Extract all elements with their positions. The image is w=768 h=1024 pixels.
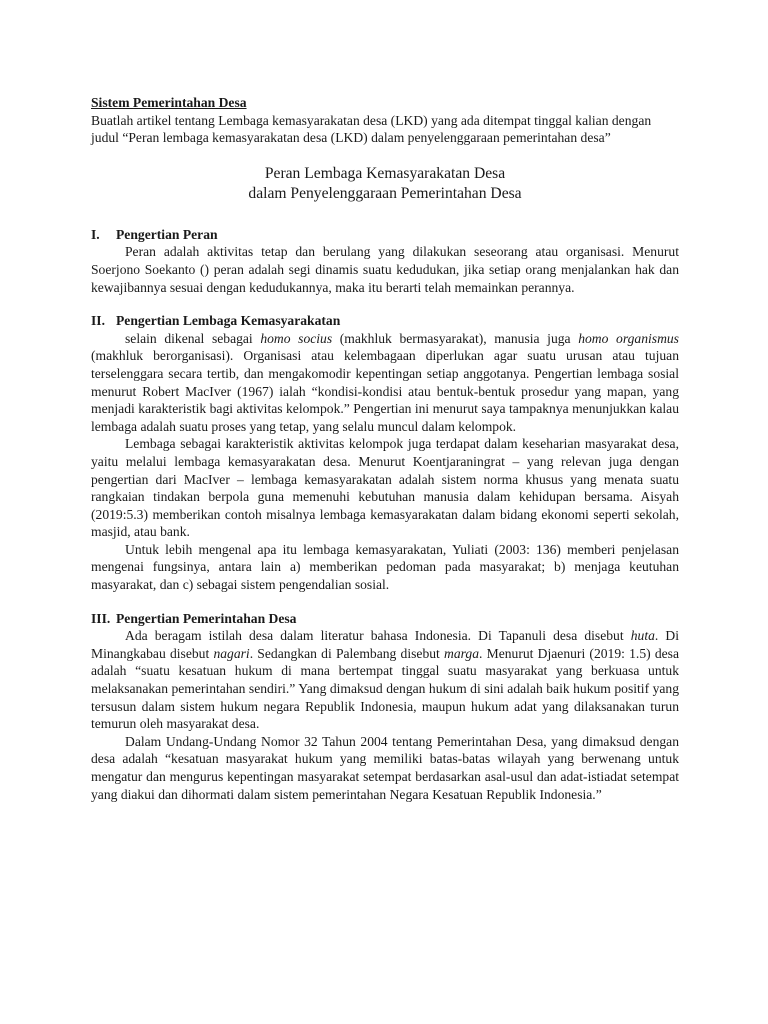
text-run: . Menurut Djaenuri (2019: 1.5) desa adalah “suatu kesatuan hukum di mana bertempat tinggal suatu masyarakat yang berkuasa untuk melaksanakan pemerintahan sendiri.” Yang dimaksud dengan hukum di sini adalah baik hukum positif yang tersusun dalam sistem hukum negara Republik Indonesia, maupun hukum adat yang dilaksanakan turun temurun oleh masyarakat desa. — [91, 645, 680, 732]
section-3-paragraph-1 — [91, 627, 679, 733]
italic-term: marga — [444, 645, 480, 661]
italic-term: homo socius — [260, 330, 333, 346]
section-heading-2 — [91, 312, 679, 330]
section-heading-text: Pengertian Peran — [116, 226, 218, 242]
text-run: . Sedangkan di Palembang disebut — [249, 645, 445, 661]
section-2-paragraph-2: Lembaga sebagai karakteristik aktivitas kelompok juga terdapat dalam keseharian masyarakat desa, yaitu melalui lembaga kemasyarakatan desa. Menurut Koentjaraningrat – yang relevan juga dengan pengertian dari MacIver – lembaga kemasyarakatan adalah sistem norma khusus yang menata suatu rangkaian tindakan berpola guna memenuhi kebutuhan manusia dalam kehidupan bersama. Aisyah (2019:5.3) memberikan contoh misalnya lembaga kemasyarakatan dalam bidang ekonomi seperti sekolah, masjid, atau bank. — [91, 436, 679, 540]
section-2-paragraph-1 — [91, 330, 679, 436]
text-run: Ada beragam istilah desa dalam literatur bahasa Indonesia. Di Tapanuli desa disebut — [125, 628, 631, 644]
document-body — [91, 94, 679, 803]
section-heading-1 — [91, 226, 679, 244]
assignment-instructions: Buatlah artikel tentang Lembaga kemasyarakatan desa (LKD) yang ada ditempat tinggal kalian dengan judul “Peran lembaga kemasyarakatan desa (LKD) dalam penyelenggaraan pemerintahan desa” — [91, 112, 652, 146]
section-heading-text: Pengertian Pemerintahan Desa — [116, 610, 297, 626]
section-number: I. — [91, 226, 100, 242]
section-number: II. — [91, 313, 105, 329]
section-1-paragraph-1: Peran adalah aktivitas tetap dan berulang yang dilakukan seseorang atau organisasi. Menurut Soerjono Soekanto () peran adalah segi dinamis suatu kedudukan, jika setiap orang menjalankan hak dan kewajibannya sesuai dengan kedudukannya, maka itu berarti telah memainkan perannya. — [91, 244, 679, 295]
section-heading-text: Pengertian Lembaga Kemasyarakatan — [116, 313, 341, 329]
text-run: (makhluk bermasyarakat), manusia juga — [332, 330, 579, 346]
italic-term: nagari — [213, 645, 250, 661]
italic-term: huta — [630, 628, 655, 644]
section-2-paragraph-3: Untuk lebih mengenal apa itu lembaga kemasyarakatan, Yuliati (2003: 136) memberi penjelasan mengenai fungsinya, antara lain a) memberikan pedoman pada masyarakat; b) menjaga keutuhan masyarakat, dan c) sebagai sistem pengendalian sosial. — [91, 541, 679, 593]
article-title-line-2: dalam Penyelenggaraan Pemerintahan Desa — [248, 184, 522, 202]
article-title — [91, 164, 679, 204]
article-title-line-1: Peran Lembaga Kemasyarakatan Desa — [264, 164, 506, 182]
text-run: . Di Minangkabau disebut — [91, 628, 680, 661]
section-heading-3 — [91, 610, 679, 628]
section-number: III. — [91, 610, 111, 626]
text-run: (makhluk berorganisasi). Organisasi atau kelembagaan diperlukan agar suatu urusan atau tujuan terselenggara secara tertib, dan mengakomodir kepentingan setiap anggotanya. Pengertian lembaga sosial menurut Robert MacIver (1967) ialah “kondisi-kondisi atau bentuk-bentuk prosedur yang mapan, yang menjadi karakteristik bagi aktivitas kelompok.” Pengertian ini menurut saya tampaknya menunjukkan kalau lembaga adalah suatu proses yang tetap, yang selalu muncul dalam kelompok. — [91, 348, 679, 434]
text-run: selain dikenal sebagai — [125, 330, 261, 346]
section-3-paragraph-2: Dalam Undang-Undang Nomor 32 Tahun 2004 tentang Pemerintahan Desa, yang dimaksud dengan desa adalah “kesatuan masyarakat hukum yang memiliki batas-batas wilayah yang berwenang untuk mengatur dan mengurus kepentingan masyarakat setempat berdasarkan asal-usul dan adat-istiadat setempat yang diakui dan dihormati dalam sistem pemerintahan Negara Kesatuan Republik Indonesia.” — [91, 733, 679, 802]
assignment-title: Sistem Pemerintahan Desa — [91, 95, 247, 110]
italic-term: homo organismus — [578, 330, 679, 346]
